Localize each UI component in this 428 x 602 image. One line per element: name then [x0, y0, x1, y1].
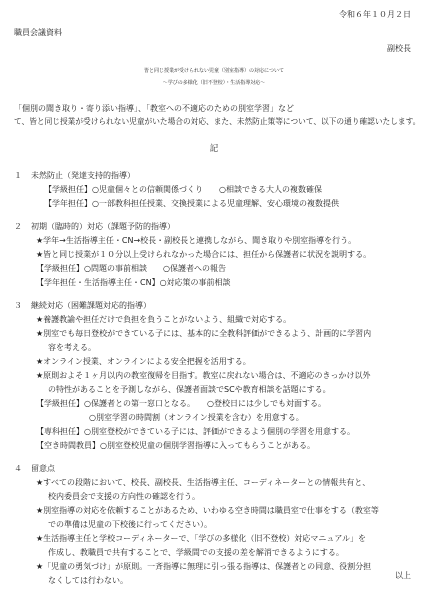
section-line: 作成し、教職員で共有することで、学級間での支援の差を解消できるようにする。 — [48, 548, 344, 557]
section-number: １ — [14, 171, 22, 180]
section-line: ★原則およそ１ヶ月以内の教室復帰を目指す。教室に戻れない場合は、不適応のきっかけ以外 — [36, 371, 371, 380]
section-title: 未然防止（発達支持的指導） — [31, 171, 135, 180]
section-line: 【学級担任】○児童個々との信頼関係づくり ○相談できる大人の複数確保 — [44, 185, 322, 194]
author-role: 副校長 — [387, 44, 411, 53]
section-line: の特性があることを予測しながら、保護者面談でSCや教育相談を話題にする。 — [48, 385, 331, 394]
section-line: ★皆と同じ授業が１０分以上受けられなかった場合には、担任から保護者に状況を説明する。 — [36, 250, 372, 259]
section-line: 【専科担任】○別室登校ができている子には、評価ができるよう個別の学習を用意する。 — [36, 427, 355, 436]
section-line: での準備は児童の下校後に行ってください）。 — [48, 520, 212, 529]
section-heading — [14, 222, 175, 232]
ki-heading: 記 — [209, 144, 219, 154]
intro-paragraph — [14, 104, 421, 130]
section-line: 【空き時間教員】○別室登校児童の個別学習指導に入ってもらうことがある。 — [36, 441, 315, 450]
section-line: 【学級担任】○保護者との第一窓口となる。 ○登校日には少しでも対面する。 — [36, 399, 326, 408]
section-line: ★オンライン授業、オンラインによる安全把握を活用する。 — [36, 357, 251, 366]
section-number: ４ — [14, 464, 22, 473]
document-date: 令和６年１０月２日 — [339, 10, 411, 19]
section-line: ★学年→生活指導主任・CN→校長・副校長と連携しながら、聞き取りや別室指導を行う。 — [36, 236, 357, 245]
section-title: 初期（臨時的）対応（課題予防的指導） — [31, 222, 175, 231]
section-title: 留意点 — [31, 464, 55, 473]
meeting-label: 職員会議資料 — [14, 28, 62, 37]
section-line: ★別室指導の対応を依頼することがあるため、いわゆる空き時間は職員室で仕事をする（教室等 — [36, 506, 379, 515]
section-heading — [14, 464, 55, 474]
section-line: ★生活指導主任と学校コーディネーターで、「学びの多様化（旧不登校）対応マニュアル」を — [36, 534, 367, 543]
section-line: ★すべての段階において、校長、副校長、生活指導主任、コーディネーターとの情報共有と、 — [36, 478, 371, 487]
section-line: 容を考える。 — [48, 343, 96, 352]
section-heading — [14, 171, 135, 181]
section-line: 【学年担任】○一部教科担任授業、交換授業による児童理解、安心環境の複数提供 — [44, 199, 339, 208]
section-number: ３ — [14, 301, 22, 310]
intro-line: て、皆と同じ授業が受けられない児童がいた場合の対応、また、未然防止策等について、以下の通り確認いたします。 — [14, 117, 421, 126]
intro-line: 「個別の聞き取り・寄り添い指導」、「教室への不適応のための別室学習」など — [14, 104, 294, 113]
section-heading — [14, 301, 151, 311]
section-line: ○別室学習の時間割（オンライン授業を含む）を用意する。 — [89, 413, 304, 422]
closing-mark: 以上 — [395, 571, 411, 580]
section-line: ★「児童の勇気づけ」が原則。一斉指導に無理に引っ張る指導は、保護者との同意、役割分担 — [36, 562, 372, 571]
section-title: 継続対応（困難課題対応的指導） — [31, 301, 151, 310]
document-subtitle: ～学びの多様化（旧不登校）・生活指導対応～ — [162, 80, 266, 86]
section-line: ★別室でも毎日登校ができている子には、基本的に全教科評価ができるよう、計画的に学習内 — [36, 329, 372, 338]
section-line: 【学年担任・生活指導主任・CN】○対応策の事前相談 — [36, 278, 231, 287]
document-title: 皆と同じ授業が受けられない児童（別室指導）の対応について — [144, 68, 284, 74]
section-line: ★養護教諭や担任だけで負担を負うことがないよう、組織で対応する。 — [36, 315, 292, 324]
section-line: 【学級担任】○問題の事前相談 ○保護者への報告 — [36, 264, 226, 273]
section-number: ２ — [14, 222, 22, 231]
section-line: なくしては行わない。 — [48, 576, 128, 585]
section-line: 校内委員会で支援の方向性の確認を行う。 — [48, 492, 200, 501]
